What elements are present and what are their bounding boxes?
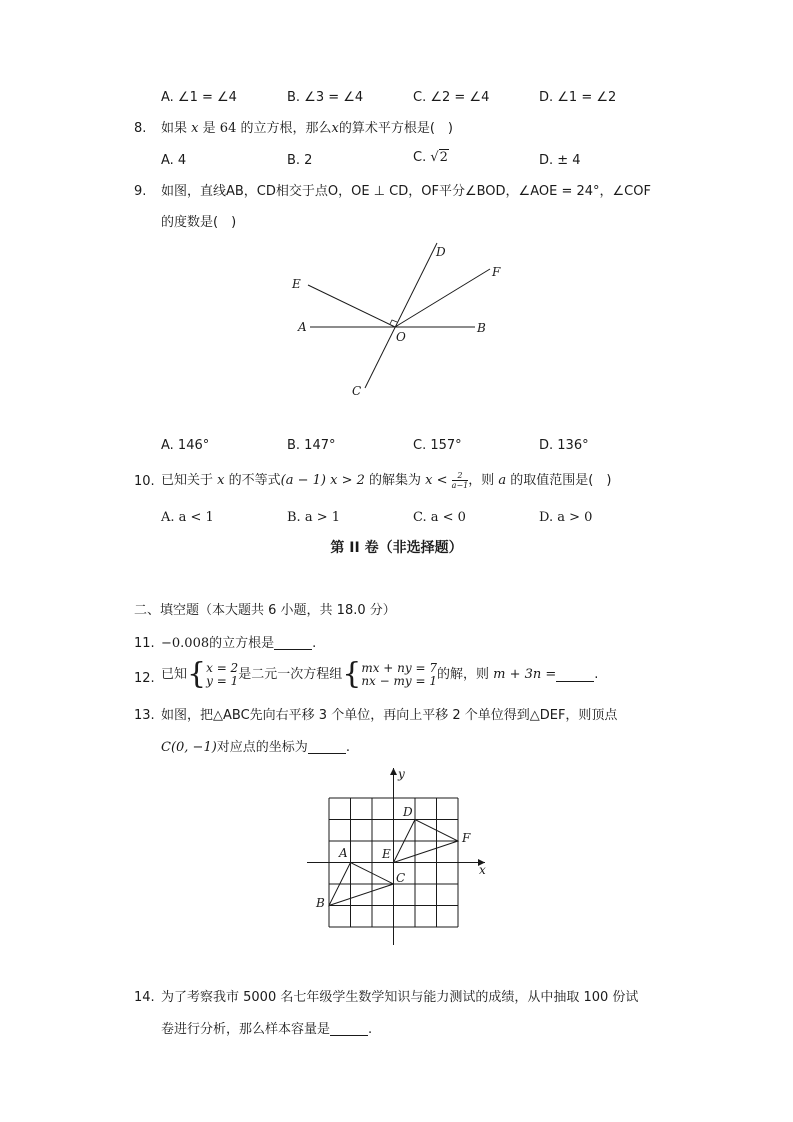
q8-option-c: C. √2 — [413, 150, 448, 165]
q7-option-c: C. ∠2 = ∠4 — [413, 90, 490, 105]
q8-option-a: A. 4 — [161, 153, 187, 168]
q13-stem-line1: 如图，把△ABC先向右平移 3 个单位，再向上平移 2 个单位得到△DEF，则顶点 — [161, 708, 618, 723]
q9-stem-line1: 如图，直线AB，CD相交于点O，OE ⊥ CD，OF平分∠BOD，∠AOE = 24°，∠COF — [161, 184, 651, 199]
q10-number: 10. — [134, 474, 155, 489]
q7-option-d: D. ∠1 = ∠2 — [539, 90, 617, 105]
q9-option-b: B. 147° — [287, 438, 336, 453]
q8-option-d: D. ± 4 — [539, 153, 581, 168]
q9-option-c: C. 157° — [413, 438, 462, 453]
q9-number: 9. — [134, 184, 147, 199]
y-axis-arrow — [390, 768, 397, 775]
q10-option-c: C. a < 0 — [413, 510, 466, 525]
label-a: A — [298, 320, 307, 334]
q14-number: 14. — [134, 990, 155, 1005]
q7-option-b: B. ∠3 = ∠4 — [287, 90, 364, 105]
q8-number: 8. — [134, 121, 147, 136]
label-d: D — [403, 805, 413, 819]
q10-option-a: A. a < 1 — [161, 510, 214, 525]
q14-answer-blank — [330, 1023, 368, 1036]
q7-option-a: A. ∠1 = ∠4 — [161, 90, 237, 105]
label-f: F — [492, 265, 501, 279]
q10-stem: 已知关于 x 的不等式(a − 1) x > 2 的解集为 x < $\frac{2}{a-1}$ ，则 a 的取值范围是( ) — [161, 471, 612, 490]
q9-option-a: A. 146° — [161, 438, 210, 453]
label-o: O — [396, 330, 406, 344]
label-x: x — [479, 863, 486, 877]
q10-option-b: B. a > 1 — [287, 510, 340, 525]
q11-number: 11. — [134, 636, 155, 651]
label-f: F — [462, 831, 471, 845]
label-c: C — [396, 871, 406, 885]
q8-option-b: B. 2 — [287, 153, 313, 168]
q14-stem-line1: 为了考察我市 5000 名七年级学生数学知识与能力测试的成绩，从中抽取 100 份试 — [161, 990, 639, 1005]
part2-heading: 二、填空题（本大题共 6 小题，共 18.0 分） — [134, 603, 396, 618]
label-e: E — [382, 847, 391, 861]
label-d: D — [436, 245, 446, 259]
q10-option-d: D. a > 0 — [539, 510, 593, 525]
q13-stem-line2: C(0, −1)对应点的坐标为 . — [161, 740, 350, 755]
q9-stem-line2: 的度数是( ) — [161, 215, 237, 230]
q8-stem: 如果 x 是 64 的立方根，那么x的算术平方根是( ) — [161, 121, 453, 136]
label-b: B — [316, 896, 325, 910]
q12-number: 12. — [134, 671, 155, 686]
label-a: A — [339, 846, 348, 860]
q13-number: 13. — [134, 708, 155, 723]
label-c: C — [352, 384, 362, 398]
label-e: E — [292, 277, 301, 291]
q9-option-d: D. 136° — [539, 438, 589, 453]
section-ii-title: 第 II 卷（非选择题） — [330, 540, 463, 556]
q12-stem: 已知{ x = 2 y = 1 是二元一次方程组{ mx + ny = 7 nx − my = 1 的解，则 m + 3n = . — [161, 657, 599, 692]
q11-stem: −0.008的立方根是 . — [161, 636, 317, 651]
label-y: y — [398, 767, 405, 781]
q14-stem-line2: 卷进行分析，那么样本容量是 . — [161, 1022, 373, 1037]
label-b: B — [477, 321, 486, 335]
